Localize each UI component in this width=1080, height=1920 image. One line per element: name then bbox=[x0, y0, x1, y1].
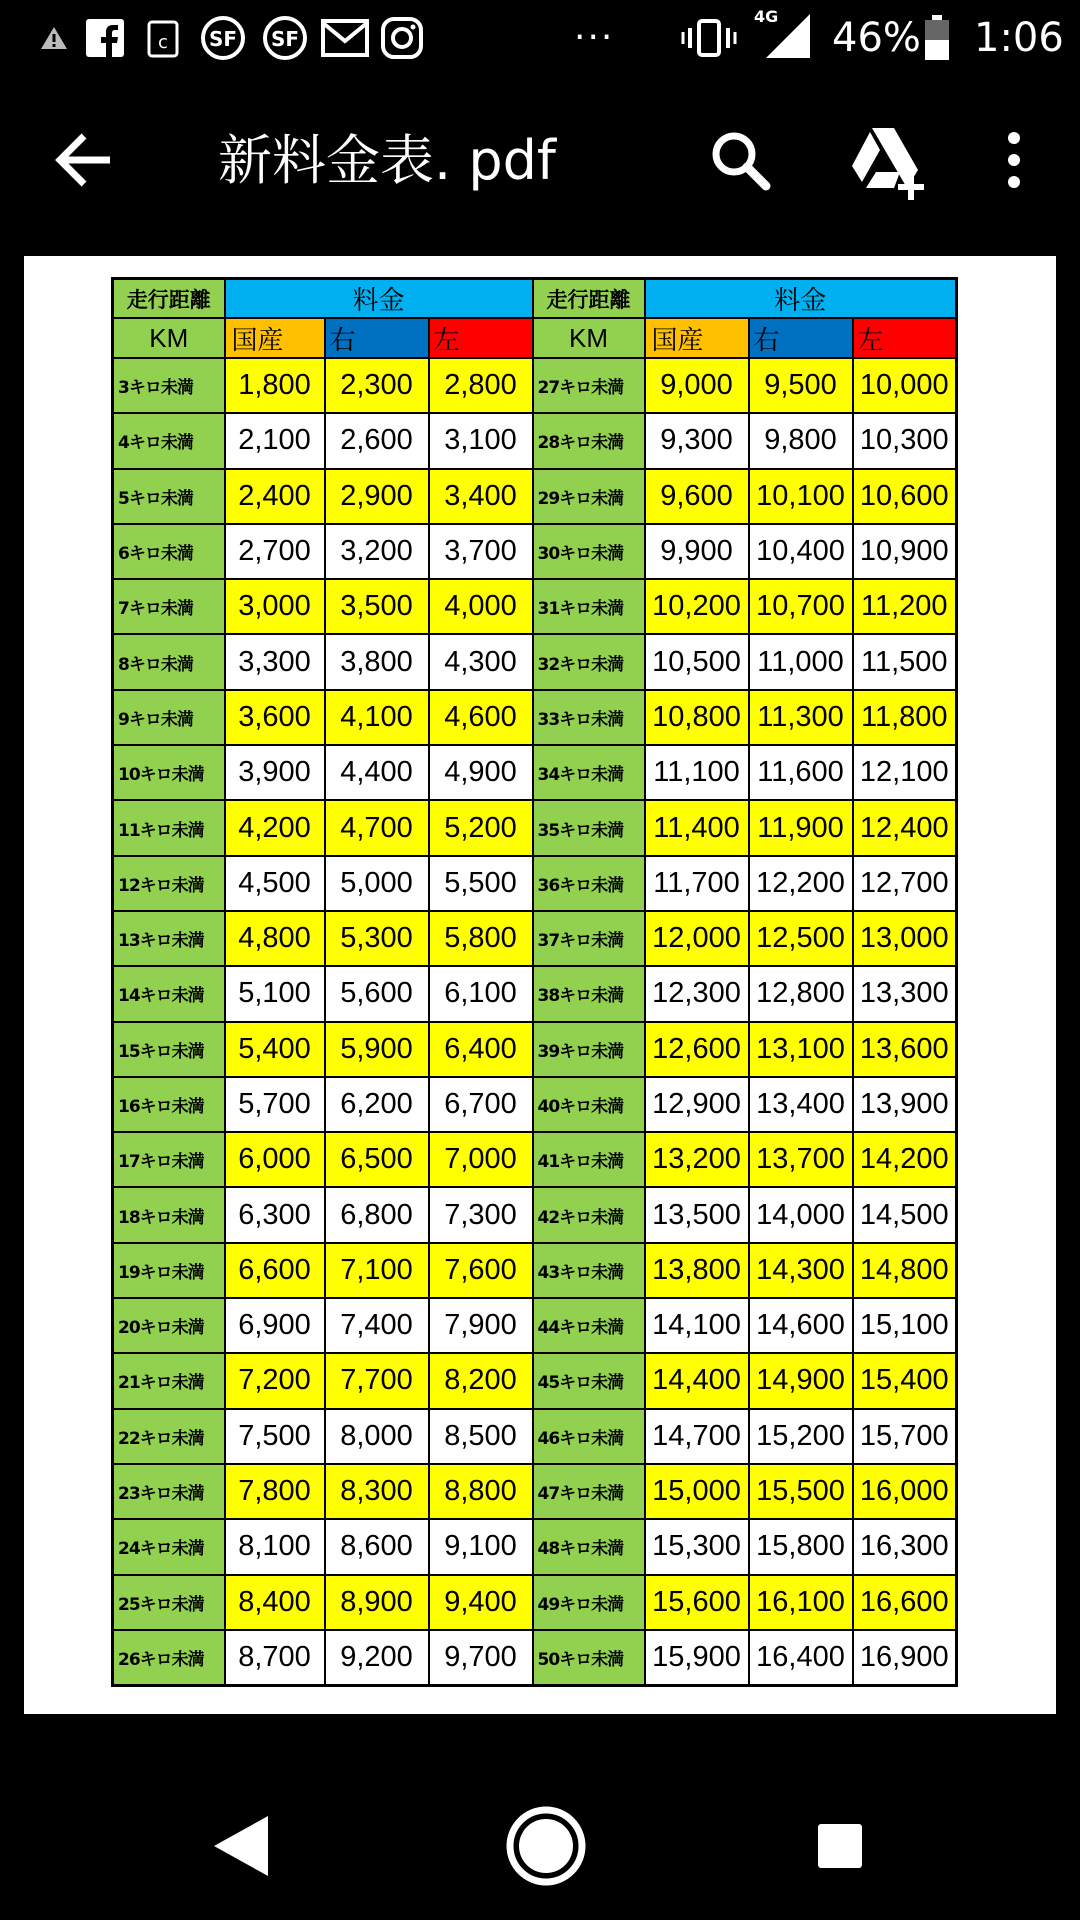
nav-back-icon bbox=[206, 1810, 276, 1882]
left-fare-cell: 3,100 bbox=[429, 413, 533, 468]
table-row bbox=[113, 1022, 957, 1077]
distance-cell: 16キロ未満 bbox=[113, 1077, 225, 1132]
domestic-fare-cell: 9,000 bbox=[645, 358, 749, 413]
distance-cell: 43キロ未満 bbox=[533, 1243, 645, 1298]
clock: 1:06 bbox=[974, 15, 1064, 61]
right-fare-cell: 7,700 bbox=[325, 1353, 429, 1408]
left-fare-cell: 8,800 bbox=[429, 1464, 533, 1519]
distance-cell: 23キロ未満 bbox=[113, 1464, 225, 1519]
svg-text:SF: SF bbox=[208, 27, 238, 51]
domestic-fare-cell: 5,400 bbox=[225, 1022, 325, 1077]
distance-cell: 11キロ未満 bbox=[113, 800, 225, 855]
table-row bbox=[113, 800, 957, 855]
right-fare-cell: 2,300 bbox=[325, 358, 429, 413]
left-fare-cell: 16,600 bbox=[853, 1575, 957, 1630]
calendar-icon bbox=[146, 14, 180, 62]
header-left: 左 bbox=[429, 318, 533, 358]
right-fare-cell: 13,700 bbox=[749, 1132, 853, 1187]
more-vert-icon bbox=[986, 120, 1042, 200]
left-fare-cell: 13,000 bbox=[853, 911, 957, 966]
domestic-fare-cell: 9,600 bbox=[645, 469, 749, 524]
nav-back-button[interactable] bbox=[206, 1810, 276, 1882]
domestic-fare-cell: 6,000 bbox=[225, 1132, 325, 1187]
distance-cell: 49キロ未満 bbox=[533, 1575, 645, 1630]
right-fare-cell: 11,000 bbox=[749, 634, 853, 689]
right-fare-cell: 8,300 bbox=[325, 1464, 429, 1519]
left-fare-cell: 14,500 bbox=[853, 1187, 957, 1242]
right-fare-cell: 10,100 bbox=[749, 469, 853, 524]
table-row bbox=[113, 524, 957, 579]
left-fare-cell: 9,400 bbox=[429, 1575, 533, 1630]
left-fare-cell: 5,200 bbox=[429, 800, 533, 855]
pdf-page[interactable] bbox=[24, 256, 1056, 1714]
distance-cell: 44キロ未満 bbox=[533, 1298, 645, 1353]
distance-cell: 46キロ未満 bbox=[533, 1409, 645, 1464]
domestic-fare-cell: 14,400 bbox=[645, 1353, 749, 1408]
left-fare-cell: 16,000 bbox=[853, 1464, 957, 1519]
distance-cell: 50キロ未満 bbox=[533, 1630, 645, 1685]
svg-text:SF: SF bbox=[270, 27, 300, 51]
distance-cell: 24キロ未満 bbox=[113, 1519, 225, 1574]
right-fare-cell: 9,800 bbox=[749, 413, 853, 468]
left-fare-cell: 12,700 bbox=[853, 856, 957, 911]
search-icon bbox=[700, 120, 780, 200]
right-fare-cell: 5,300 bbox=[325, 911, 429, 966]
left-fare-cell: 16,900 bbox=[853, 1630, 957, 1685]
table-row bbox=[113, 745, 957, 800]
left-fare-cell: 12,100 bbox=[853, 745, 957, 800]
right-fare-cell: 12,800 bbox=[749, 966, 853, 1021]
right-fare-cell: 6,200 bbox=[325, 1077, 429, 1132]
svg-text:c: c bbox=[158, 32, 168, 53]
header-km: KM bbox=[113, 318, 225, 358]
left-fare-cell: 4,600 bbox=[429, 690, 533, 745]
right-fare-cell: 3,200 bbox=[325, 524, 429, 579]
nav-recents-icon bbox=[816, 1822, 864, 1870]
distance-cell: 15キロ未満 bbox=[113, 1022, 225, 1077]
distance-cell: 18キロ未満 bbox=[113, 1187, 225, 1242]
domestic-fare-cell: 9,300 bbox=[645, 413, 749, 468]
header-fare: 料金 bbox=[645, 279, 957, 319]
distance-cell: 27キロ未満 bbox=[533, 358, 645, 413]
domestic-fare-cell: 4,200 bbox=[225, 800, 325, 855]
left-fare-cell: 5,500 bbox=[429, 856, 533, 911]
distance-cell: 37キロ未満 bbox=[533, 911, 645, 966]
domestic-fare-cell: 13,800 bbox=[645, 1243, 749, 1298]
header-distance: 走行距離 bbox=[533, 279, 645, 319]
distance-cell: 28キロ未満 bbox=[533, 413, 645, 468]
table-row bbox=[113, 358, 957, 413]
table-row bbox=[113, 1132, 957, 1187]
domestic-fare-cell: 14,100 bbox=[645, 1298, 749, 1353]
table-row bbox=[113, 1630, 957, 1685]
left-fare-cell: 11,500 bbox=[853, 634, 957, 689]
domestic-fare-cell: 3,600 bbox=[225, 690, 325, 745]
right-fare-cell: 14,000 bbox=[749, 1187, 853, 1242]
right-fare-cell: 9,200 bbox=[325, 1630, 429, 1685]
domestic-fare-cell: 10,200 bbox=[645, 579, 749, 634]
left-fare-cell: 11,200 bbox=[853, 579, 957, 634]
domestic-fare-cell: 7,200 bbox=[225, 1353, 325, 1408]
domestic-fare-cell: 2,100 bbox=[225, 413, 325, 468]
table-row bbox=[113, 1187, 957, 1242]
fare-table bbox=[111, 277, 958, 1687]
table-row bbox=[113, 413, 957, 468]
distance-cell: 26キロ未満 bbox=[113, 1630, 225, 1685]
left-fare-cell: 11,800 bbox=[853, 690, 957, 745]
right-fare-cell: 8,000 bbox=[325, 1409, 429, 1464]
left-fare-cell: 3,400 bbox=[429, 469, 533, 524]
domestic-fare-cell: 10,500 bbox=[645, 634, 749, 689]
distance-cell: 29キロ未満 bbox=[533, 469, 645, 524]
right-fare-cell: 11,300 bbox=[749, 690, 853, 745]
right-fare-cell: 13,100 bbox=[749, 1022, 853, 1077]
distance-cell: 47キロ未満 bbox=[533, 1464, 645, 1519]
domestic-fare-cell: 15,900 bbox=[645, 1630, 749, 1685]
right-fare-cell: 10,400 bbox=[749, 524, 853, 579]
domestic-fare-cell: 8,100 bbox=[225, 1519, 325, 1574]
notification-overflow: ··· bbox=[574, 17, 615, 58]
right-fare-cell: 4,400 bbox=[325, 745, 429, 800]
domestic-fare-cell: 5,100 bbox=[225, 966, 325, 1021]
left-fare-cell: 6,100 bbox=[429, 966, 533, 1021]
domestic-fare-cell: 14,700 bbox=[645, 1409, 749, 1464]
distance-cell: 12キロ未満 bbox=[113, 856, 225, 911]
sports-app-icon bbox=[262, 14, 308, 62]
more-options-button[interactable] bbox=[986, 120, 1042, 200]
header-km: KM bbox=[533, 318, 645, 358]
header-left: 左 bbox=[853, 318, 957, 358]
domestic-fare-cell: 6,600 bbox=[225, 1243, 325, 1298]
distance-cell: 7キロ未満 bbox=[113, 579, 225, 634]
distance-cell: 21キロ未満 bbox=[113, 1353, 225, 1408]
domestic-fare-cell: 4,800 bbox=[225, 911, 325, 966]
navigation-bar bbox=[0, 1770, 1080, 1920]
domestic-fare-cell: 2,400 bbox=[225, 469, 325, 524]
left-fare-cell: 16,300 bbox=[853, 1519, 957, 1574]
domestic-fare-cell: 13,200 bbox=[645, 1132, 749, 1187]
right-fare-cell: 12,500 bbox=[749, 911, 853, 966]
distance-cell: 38キロ未満 bbox=[533, 966, 645, 1021]
left-fare-cell: 4,900 bbox=[429, 745, 533, 800]
domestic-fare-cell: 3,000 bbox=[225, 579, 325, 634]
right-fare-cell: 8,900 bbox=[325, 1575, 429, 1630]
nav-home-icon bbox=[504, 1804, 588, 1888]
left-fare-cell: 10,000 bbox=[853, 358, 957, 413]
gmail-icon bbox=[320, 14, 370, 62]
distance-cell: 39キロ未満 bbox=[533, 1022, 645, 1077]
domestic-fare-cell: 11,700 bbox=[645, 856, 749, 911]
distance-cell: 36キロ未満 bbox=[533, 856, 645, 911]
right-fare-cell: 14,600 bbox=[749, 1298, 853, 1353]
right-fare-cell: 15,500 bbox=[749, 1464, 853, 1519]
right-fare-cell: 9,500 bbox=[749, 358, 853, 413]
vibrate-icon bbox=[680, 14, 738, 62]
right-fare-cell: 3,800 bbox=[325, 634, 429, 689]
right-fare-cell: 15,800 bbox=[749, 1519, 853, 1574]
table-row bbox=[113, 911, 957, 966]
distance-cell: 25キロ未満 bbox=[113, 1575, 225, 1630]
distance-cell: 8キロ未満 bbox=[113, 634, 225, 689]
table-row bbox=[113, 634, 957, 689]
right-fare-cell: 6,500 bbox=[325, 1132, 429, 1187]
sports-app-icon bbox=[200, 14, 246, 62]
left-fare-cell: 9,700 bbox=[429, 1630, 533, 1685]
domestic-fare-cell: 12,000 bbox=[645, 911, 749, 966]
table-row bbox=[113, 966, 957, 1021]
domestic-fare-cell: 7,800 bbox=[225, 1464, 325, 1519]
table-row bbox=[113, 469, 957, 524]
domestic-fare-cell: 15,000 bbox=[645, 1464, 749, 1519]
header-domestic: 国産 bbox=[645, 318, 749, 358]
distance-cell: 4キロ未満 bbox=[113, 413, 225, 468]
distance-cell: 30キロ未満 bbox=[533, 524, 645, 579]
distance-cell: 3キロ未満 bbox=[113, 358, 225, 413]
right-fare-cell: 14,900 bbox=[749, 1353, 853, 1408]
table-row bbox=[113, 1519, 957, 1574]
right-fare-cell: 12,200 bbox=[749, 856, 853, 911]
domestic-fare-cell: 7,500 bbox=[225, 1409, 325, 1464]
right-fare-cell: 7,400 bbox=[325, 1298, 429, 1353]
right-fare-cell: 6,800 bbox=[325, 1187, 429, 1242]
right-fare-cell: 11,600 bbox=[749, 745, 853, 800]
header-domestic: 国産 bbox=[225, 318, 325, 358]
distance-cell: 6キロ未満 bbox=[113, 524, 225, 579]
back-arrow-icon bbox=[44, 120, 124, 200]
distance-cell: 5キロ未満 bbox=[113, 469, 225, 524]
left-fare-cell: 15,700 bbox=[853, 1409, 957, 1464]
app-bar bbox=[0, 76, 1080, 236]
left-fare-cell: 6,400 bbox=[429, 1022, 533, 1077]
left-fare-cell: 8,500 bbox=[429, 1409, 533, 1464]
right-fare-cell: 8,600 bbox=[325, 1519, 429, 1574]
distance-cell: 9キロ未満 bbox=[113, 690, 225, 745]
battery-icon bbox=[922, 14, 952, 62]
left-fare-cell: 13,300 bbox=[853, 966, 957, 1021]
right-fare-cell: 10,700 bbox=[749, 579, 853, 634]
distance-cell: 35キロ未満 bbox=[533, 800, 645, 855]
left-fare-cell: 13,900 bbox=[853, 1077, 957, 1132]
header-fare: 料金 bbox=[225, 279, 533, 319]
right-fare-cell: 2,900 bbox=[325, 469, 429, 524]
domestic-fare-cell: 15,600 bbox=[645, 1575, 749, 1630]
left-fare-cell: 7,000 bbox=[429, 1132, 533, 1187]
battery-percent: 46% bbox=[832, 15, 921, 61]
left-fare-cell: 13,600 bbox=[853, 1022, 957, 1077]
right-fare-cell: 5,000 bbox=[325, 856, 429, 911]
distance-cell: 48キロ未満 bbox=[533, 1519, 645, 1574]
right-fare-cell: 3,500 bbox=[325, 579, 429, 634]
left-fare-cell: 15,100 bbox=[853, 1298, 957, 1353]
signal-icon bbox=[752, 6, 812, 62]
domestic-fare-cell: 12,300 bbox=[645, 966, 749, 1021]
left-fare-cell: 3,700 bbox=[429, 524, 533, 579]
table-row bbox=[113, 690, 957, 745]
table-row bbox=[113, 1298, 957, 1353]
header-right: 右 bbox=[749, 318, 853, 358]
left-fare-cell: 10,600 bbox=[853, 469, 957, 524]
right-fare-cell: 16,400 bbox=[749, 1630, 853, 1685]
domestic-fare-cell: 13,500 bbox=[645, 1187, 749, 1242]
domestic-fare-cell: 3,900 bbox=[225, 745, 325, 800]
left-fare-cell: 5,800 bbox=[429, 911, 533, 966]
nav-home-button[interactable] bbox=[504, 1804, 588, 1888]
right-fare-cell: 5,600 bbox=[325, 966, 429, 1021]
domestic-fare-cell: 11,100 bbox=[645, 745, 749, 800]
left-fare-cell: 10,900 bbox=[853, 524, 957, 579]
left-fare-cell: 4,300 bbox=[429, 634, 533, 689]
right-fare-cell: 16,100 bbox=[749, 1575, 853, 1630]
domestic-fare-cell: 8,700 bbox=[225, 1630, 325, 1685]
left-fare-cell: 7,900 bbox=[429, 1298, 533, 1353]
table-row bbox=[113, 579, 957, 634]
domestic-fare-cell: 8,400 bbox=[225, 1575, 325, 1630]
header-distance: 走行距離 bbox=[113, 279, 225, 319]
distance-cell: 14キロ未満 bbox=[113, 966, 225, 1021]
distance-cell: 32キロ未満 bbox=[533, 634, 645, 689]
left-fare-cell: 15,400 bbox=[853, 1353, 957, 1408]
distance-cell: 31キロ未満 bbox=[533, 579, 645, 634]
document-title: 新料金表. pdf bbox=[218, 129, 556, 192]
right-fare-cell: 15,200 bbox=[749, 1409, 853, 1464]
domestic-fare-cell: 6,300 bbox=[225, 1187, 325, 1242]
domestic-fare-cell: 2,700 bbox=[225, 524, 325, 579]
search-button[interactable] bbox=[700, 120, 780, 200]
domestic-fare-cell: 9,900 bbox=[645, 524, 749, 579]
domestic-fare-cell: 15,300 bbox=[645, 1519, 749, 1574]
table-row bbox=[113, 1353, 957, 1408]
domestic-fare-cell: 4,500 bbox=[225, 856, 325, 911]
table-row bbox=[113, 1409, 957, 1464]
domestic-fare-cell: 6,900 bbox=[225, 1298, 325, 1353]
left-fare-cell: 9,100 bbox=[429, 1519, 533, 1574]
back-button[interactable] bbox=[44, 120, 124, 200]
table-row bbox=[113, 1243, 957, 1298]
status-bar bbox=[0, 0, 1080, 76]
domestic-fare-cell: 12,600 bbox=[645, 1022, 749, 1077]
network-type-label: 4G bbox=[754, 7, 779, 26]
distance-cell: 42キロ未満 bbox=[533, 1187, 645, 1242]
distance-cell: 19キロ未満 bbox=[113, 1243, 225, 1298]
domestic-fare-cell: 10,800 bbox=[645, 690, 749, 745]
domestic-fare-cell: 1,800 bbox=[225, 358, 325, 413]
distance-cell: 20キロ未満 bbox=[113, 1298, 225, 1353]
right-fare-cell: 7,100 bbox=[325, 1243, 429, 1298]
distance-cell: 34キロ未満 bbox=[533, 745, 645, 800]
right-fare-cell: 4,700 bbox=[325, 800, 429, 855]
table-row bbox=[113, 1575, 957, 1630]
left-fare-cell: 7,300 bbox=[429, 1187, 533, 1242]
left-fare-cell: 7,600 bbox=[429, 1243, 533, 1298]
distance-cell: 13キロ未満 bbox=[113, 911, 225, 966]
warning-icon bbox=[36, 14, 72, 62]
domestic-fare-cell: 5,700 bbox=[225, 1077, 325, 1132]
drive-add-icon bbox=[842, 116, 932, 206]
distance-cell: 40キロ未満 bbox=[533, 1077, 645, 1132]
distance-cell: 22キロ未満 bbox=[113, 1409, 225, 1464]
table-row bbox=[113, 856, 957, 911]
left-fare-cell: 6,700 bbox=[429, 1077, 533, 1132]
add-to-drive-button[interactable] bbox=[842, 116, 932, 206]
nav-recents-button[interactable] bbox=[816, 1822, 864, 1870]
right-fare-cell: 4,100 bbox=[325, 690, 429, 745]
distance-cell: 10キロ未満 bbox=[113, 745, 225, 800]
right-fare-cell: 13,400 bbox=[749, 1077, 853, 1132]
left-fare-cell: 2,800 bbox=[429, 358, 533, 413]
right-fare-cell: 11,900 bbox=[749, 800, 853, 855]
right-fare-cell: 14,300 bbox=[749, 1243, 853, 1298]
domestic-fare-cell: 11,400 bbox=[645, 800, 749, 855]
distance-cell: 17キロ未満 bbox=[113, 1132, 225, 1187]
left-fare-cell: 14,800 bbox=[853, 1243, 957, 1298]
instagram-icon bbox=[380, 14, 424, 62]
table-row bbox=[113, 1464, 957, 1519]
left-fare-cell: 12,400 bbox=[853, 800, 957, 855]
left-fare-cell: 14,200 bbox=[853, 1132, 957, 1187]
header-right: 右 bbox=[325, 318, 429, 358]
distance-cell: 41キロ未満 bbox=[533, 1132, 645, 1187]
distance-cell: 33キロ未満 bbox=[533, 690, 645, 745]
table-row bbox=[113, 1077, 957, 1132]
domestic-fare-cell: 12,900 bbox=[645, 1077, 749, 1132]
facebook-icon bbox=[86, 14, 124, 62]
left-fare-cell: 10,300 bbox=[853, 413, 957, 468]
left-fare-cell: 8,200 bbox=[429, 1353, 533, 1408]
right-fare-cell: 5,900 bbox=[325, 1022, 429, 1077]
left-fare-cell: 4,000 bbox=[429, 579, 533, 634]
right-fare-cell: 2,600 bbox=[325, 413, 429, 468]
distance-cell: 45キロ未満 bbox=[533, 1353, 645, 1408]
domestic-fare-cell: 3,300 bbox=[225, 634, 325, 689]
